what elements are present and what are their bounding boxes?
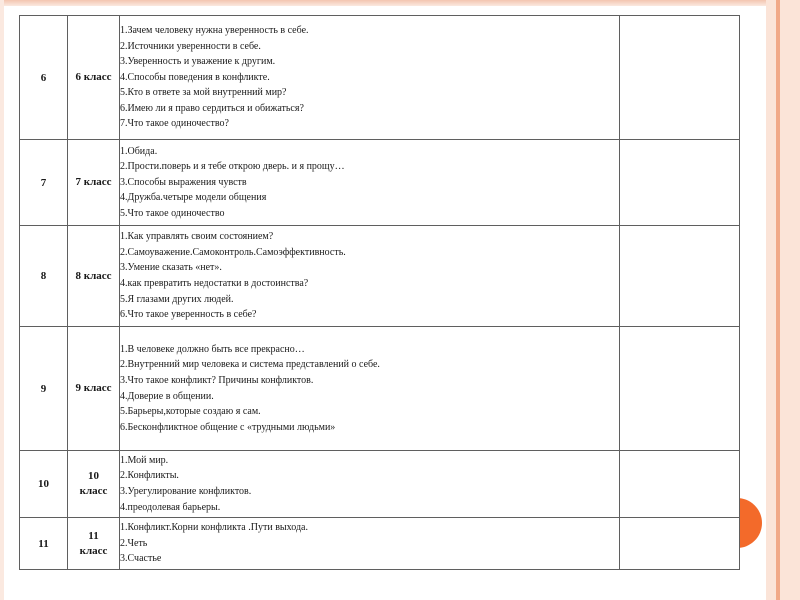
empty-cell [620, 327, 740, 451]
topics-cell [120, 226, 620, 327]
topic-item: 2.Конфликты. [120, 470, 179, 482]
topic-item: 3.Умение сказать «нет». [120, 262, 222, 274]
empty-cell [620, 451, 740, 518]
topic-item: 5.Что такое одиночество [120, 207, 225, 219]
class-label: 6 класс [68, 16, 120, 140]
topic-item: 4.преодолевая барьеры. [120, 501, 221, 513]
topic-item: 2.Источники уверенности в себе. [120, 40, 261, 52]
topic-item: 3.Что такое конфликт? Причины конфликтов. [120, 374, 314, 386]
topic-item: 5.Барьеры,которые создаю я сам. [120, 406, 261, 418]
topic-item: 5.Я глазами других людей. [120, 293, 234, 305]
topic-item: 1.Конфликт.Корни конфликта .Пути выхода. [120, 522, 308, 534]
topic-item: 2.Четь [120, 537, 148, 549]
topics-cell [120, 518, 620, 570]
top-decor-bar [0, 0, 766, 6]
topic-item: 3.Способы выражения чувств [120, 176, 247, 188]
class-label-line: 11 [88, 529, 99, 542]
class-label [68, 518, 120, 570]
empty-cell [620, 140, 740, 226]
topics-cell [120, 451, 620, 518]
topics-cell [120, 140, 620, 226]
topic-item: 1.В человеке должно быть все прекрасно… [120, 343, 305, 355]
topic-item: 3.Уверенность и уважение к другим. [120, 56, 276, 68]
topic-item: 2.Самоуважение.Самоконтроль.Самоэффективность. [120, 246, 346, 258]
left-decor-bar [0, 0, 4, 600]
class-label-line: 10 [88, 470, 99, 482]
topic-item: 1.Обида. [120, 145, 158, 157]
table-row [20, 226, 740, 327]
topics-cell [120, 327, 620, 451]
row-number: 10 [20, 451, 68, 518]
topic-item: 5.Кто в ответе за мой внутренний мир? [120, 87, 287, 99]
topic-item: 2.Внутренний мир человека и система представлений о себе. [120, 359, 380, 371]
topic-item: 1.Как управлять своим состоянием? [120, 231, 274, 243]
class-label: 7 класс [68, 140, 120, 226]
right-decor-bar-light [766, 0, 776, 600]
right-decor-bar-outer [780, 0, 800, 600]
row-number: 6 [20, 16, 68, 140]
row-number: 8 [20, 226, 68, 327]
class-label-line: класс [79, 485, 108, 497]
topic-item: 4.как превратить недостатки в достоинства? [120, 278, 309, 289]
topic-item: 2.Прости.поверь и я тебе открою дверь. и я прощу… [120, 161, 345, 173]
topic-item: 3.Счастье [120, 553, 162, 565]
table-row [20, 140, 740, 226]
topics-cell [120, 16, 620, 140]
row-number: 9 [20, 327, 68, 451]
topic-item: 6.Имею ли я право сердиться и обижаться? [120, 102, 304, 114]
empty-cell [620, 226, 740, 327]
class-label [68, 451, 120, 518]
topic-item: 1.Мой мир. [120, 454, 169, 466]
empty-cell [620, 518, 740, 570]
topic-item: 4.Способы поведения в конфликте. [120, 71, 270, 83]
topic-item: 4.Доверие в общении. [120, 390, 214, 402]
topic-item: 3.Урегулирование конфликтов. [120, 486, 252, 497]
topic-item: 6.Бесконфликтное общение с «трудными людьми» [120, 421, 336, 433]
row-number: 11 [20, 518, 68, 570]
table-row [20, 16, 740, 140]
topic-item: 6.Что такое уверенность в себе? [120, 309, 257, 321]
curriculum-table [19, 15, 740, 570]
table-row [20, 451, 740, 518]
table-row [20, 518, 740, 570]
topic-item: 1.Зачем человеку нужна уверенность в себе. [120, 24, 309, 36]
class-label: 9 класс [68, 327, 120, 451]
class-label-line: класс [79, 544, 108, 557]
topic-item: 4.Дружба.четыре модели общения [120, 192, 267, 204]
row-number: 7 [20, 140, 68, 226]
table-row [20, 327, 740, 451]
class-label: 8 класс [68, 226, 120, 327]
empty-cell [620, 16, 740, 140]
topic-item: 7.Что такое одиночество? [120, 118, 229, 130]
